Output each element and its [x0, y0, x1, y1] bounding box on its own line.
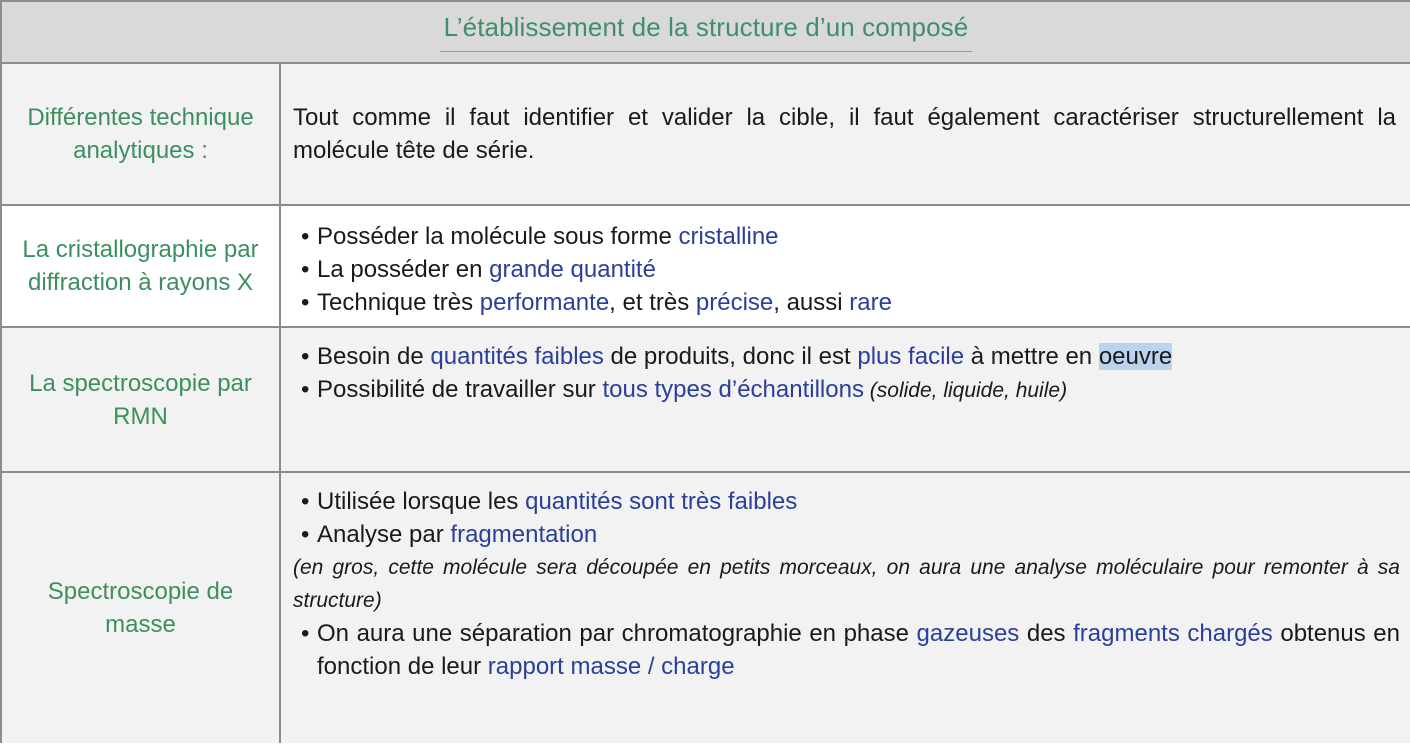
table-title: L’établissement de la structure d’un composé [440, 12, 973, 52]
row-content [281, 328, 1410, 471]
bullet-item: • Utilisée lorsque les quantités sont très faibles [293, 485, 1400, 518]
bullet-item: • Possibilité de travailler sur tous types d’échantillons (solide, liquide, huile) [293, 373, 1400, 407]
italic-note: (en gros, cette molécule sera découpée en petits morceaux, on aura une analyse moléculaire pour remonter à sa structure) [293, 556, 1400, 612]
table-row-rmn [2, 328, 1410, 473]
bullet-item: • On aura une séparation par chromatographie en phase gazeuses des fragments chargés obtenus en fonction de leur rapport masse / charge [293, 617, 1400, 683]
table-row-cristallographie [2, 206, 1410, 328]
row-content [281, 206, 1410, 326]
bullet-item: • Analyse par fragmentation [293, 518, 1400, 551]
text-selection[interactable]: oeuvre [1098, 343, 1173, 370]
bullet-item: • Technique très performante, et très précise, aussi rare [293, 286, 1400, 319]
row-label: La spectroscopie par RMN [2, 328, 281, 471]
table-row-masse [2, 473, 1410, 743]
row-content [281, 473, 1410, 743]
table-row-techniques [2, 64, 1410, 206]
bullet-item: • La posséder en grande quantité [293, 253, 1400, 286]
row-label: La cristallographie par diffraction à rayons X [2, 206, 281, 326]
row-label: Différentes technique analytiques : [2, 64, 281, 204]
row-label: Spectroscopie de masse [2, 473, 281, 743]
title-row [2, 2, 1410, 64]
bullet-item: • Besoin de quantités faibles de produits, donc il est plus facile à mettre en oeuvre [293, 340, 1400, 373]
bullet-item: • Posséder la molécule sous forme cristalline [293, 220, 1400, 253]
row-content: Tout comme il faut identifier et valider la cible, il faut également caractériser structurellement la molécule tête de série. [281, 64, 1410, 204]
